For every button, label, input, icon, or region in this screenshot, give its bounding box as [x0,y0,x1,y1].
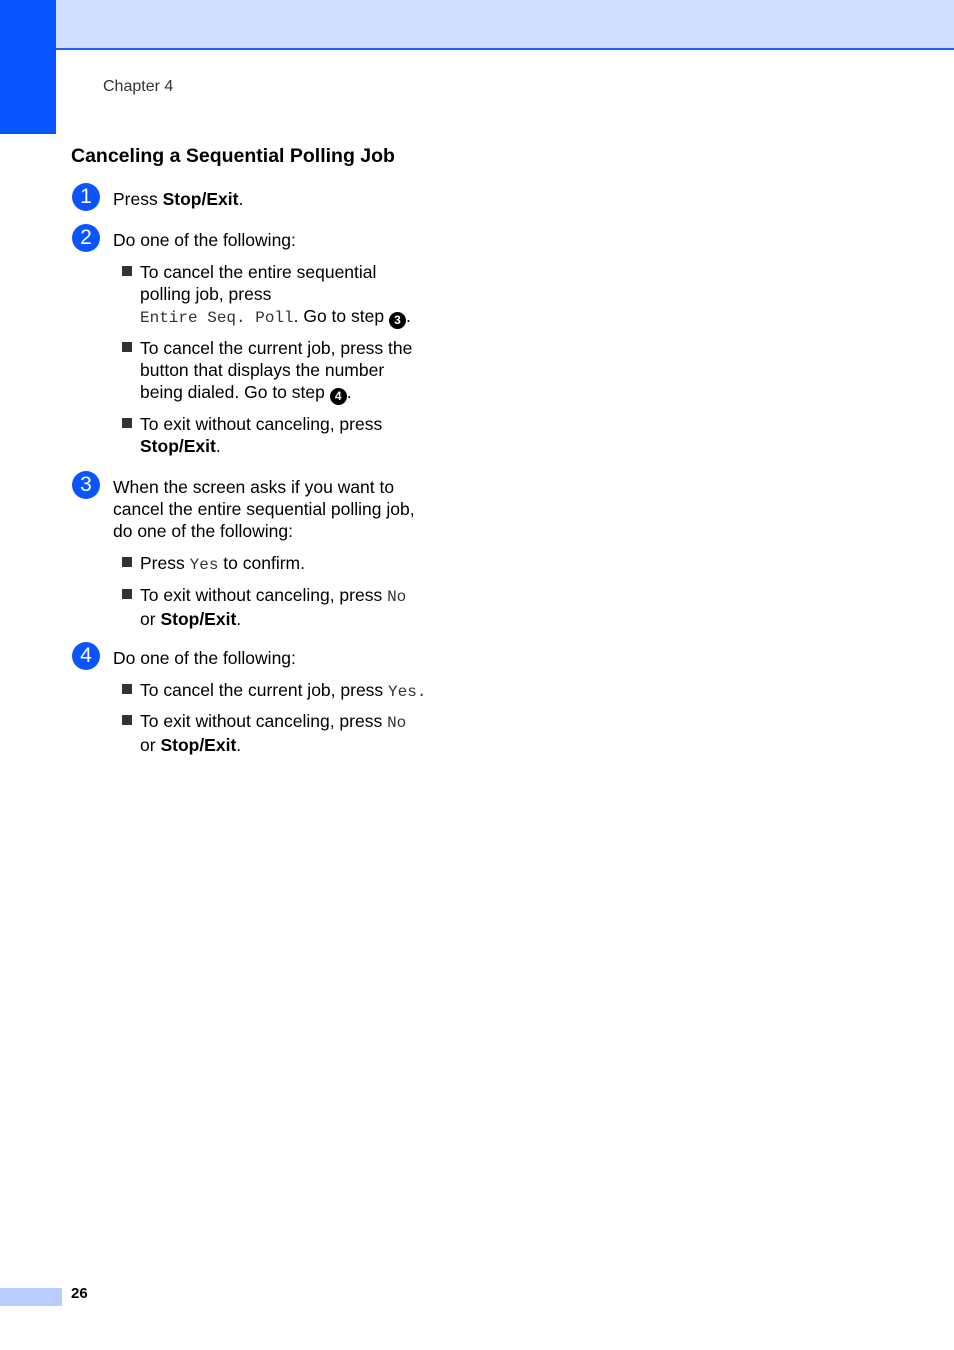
step-ref-4-icon: 4 [330,388,347,405]
bullet-marker [122,266,132,276]
step-1-text: Press Stop/Exit. [113,189,244,209]
step-2-bullet-2: To cancel the current job, press the button that displays the number being dialed. Go to step 4 . [140,338,413,403]
step-3-text: When the screen asks if you want to cancel the entire sequential polling job, do one of the following: [113,477,415,541]
step-1-badge: 1 [72,183,100,211]
bullet-marker [122,589,132,599]
step-4-bullet-2: To exit without canceling, press No or Stop/Exit. [140,711,407,755]
step-3-bullet-2: To exit without canceling, press No or Stop/Exit. [140,585,407,629]
header-band [56,0,954,50]
footer-bar [0,1288,62,1306]
step-4-badge: 4 [72,642,100,670]
step-4-bullet-1: To cancel the current job, press Yes. [140,680,427,701]
chapter-tab [0,0,56,134]
step-2-badge: 2 [72,224,100,252]
bullet-marker [122,684,132,694]
step-2-bullet-3: To exit without canceling, press Stop/Exit. [140,414,383,456]
step-2-text: Do one of the following: [113,230,296,250]
page-number: 26 [71,1285,88,1302]
step-4-text: Do one of the following: [113,648,296,668]
step-2-bullet-1: To cancel the entire sequential polling job, press Entire Seq. Poll. Go to step 3 . [140,262,411,327]
step-ref-3-icon: 3 [389,312,406,329]
bullet-marker [122,418,132,428]
bullet-marker [122,715,132,725]
step-3-badge: 3 [72,471,100,499]
chapter-label: Chapter 4 [103,78,174,95]
bullet-marker [122,342,132,352]
bullet-marker [122,557,132,567]
step-3-bullet-1: Press Yes to confirm. [140,553,305,574]
section-title: Canceling a Sequential Polling Job [71,145,395,167]
